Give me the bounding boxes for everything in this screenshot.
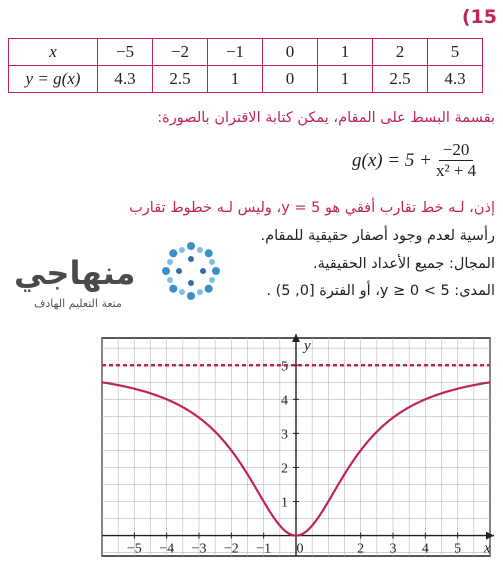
formula xyxy=(352,140,476,181)
table-cell: 0 xyxy=(263,39,318,66)
domain-line: المجال: جميع الأعداد الحقيقية. xyxy=(313,256,495,272)
x-tick-label: 0 xyxy=(296,541,304,557)
table-cell: 0 xyxy=(263,66,318,93)
formula-fraction xyxy=(436,140,476,181)
x-axis-label: x xyxy=(484,540,491,557)
table-cell: −1 xyxy=(208,39,263,66)
y-tick-label: 3 xyxy=(281,427,288,443)
table-cell: 2 xyxy=(373,39,428,66)
y-axis-label: y xyxy=(304,338,311,354)
explanation-line-1: بقسمة البسط على المقام، يمكن كتابة الاقتران بالصورة: xyxy=(157,110,495,126)
function-graph xyxy=(80,330,500,580)
y-tick-label: 2 xyxy=(281,461,288,477)
x-tick-label: 2 xyxy=(357,541,365,557)
x-tick-label: −2 xyxy=(223,541,239,557)
x-tick-label: −4 xyxy=(159,541,175,557)
formula-denominator: x² + 4 xyxy=(435,161,477,180)
logo-tagline: متعة التعليم الهادف xyxy=(34,297,122,310)
question-number: (15 xyxy=(461,6,497,28)
table-cell: 1 xyxy=(208,66,263,93)
explanation-line-3: رأسية لعدم وجود أصفار حقيقية للمقام. xyxy=(260,228,495,244)
y-tick-label: 1 xyxy=(281,495,288,511)
y-tick-label: 5 xyxy=(281,359,288,375)
logo-name: منهاجي xyxy=(14,254,136,292)
table-cell: y = g(x) xyxy=(9,66,98,93)
logo-emblem-icon xyxy=(160,240,222,302)
range-line: المدى: 5 > y ≥ 0، أو الفترة [0, 5) . xyxy=(266,283,495,299)
table-cell: −5 xyxy=(98,39,153,66)
x-tick-label: 3 xyxy=(389,541,397,557)
formula-numerator: −20 xyxy=(439,140,474,161)
table-cell: 5 xyxy=(428,39,483,66)
table-cell: 4.3 xyxy=(428,66,483,93)
x-tick-label: −3 xyxy=(191,541,207,557)
table-cell: 2.5 xyxy=(153,66,208,93)
table-cell: 2.5 xyxy=(373,66,428,93)
table-row xyxy=(9,66,483,93)
x-tick-label: 4 xyxy=(421,541,429,557)
table-cell: 1 xyxy=(318,39,373,66)
table-cell: −2 xyxy=(153,39,208,66)
explanation-line-2: إذن، لـه خط تقارب أفقي هو y = 5، وليس لـه خطوط تقارب xyxy=(129,200,495,216)
values-table xyxy=(8,38,483,93)
x-tick-label: −1 xyxy=(256,541,272,557)
x-tick-label: 5 xyxy=(454,541,462,557)
table-cell: 4.3 xyxy=(98,66,153,93)
table-row xyxy=(9,39,483,66)
table-cell: x xyxy=(9,39,98,66)
x-tick-label: −5 xyxy=(126,541,142,557)
formula-lhs: g(x) = 5 + xyxy=(352,149,432,171)
y-tick-label: 4 xyxy=(281,393,288,409)
table-cell: 1 xyxy=(318,66,373,93)
